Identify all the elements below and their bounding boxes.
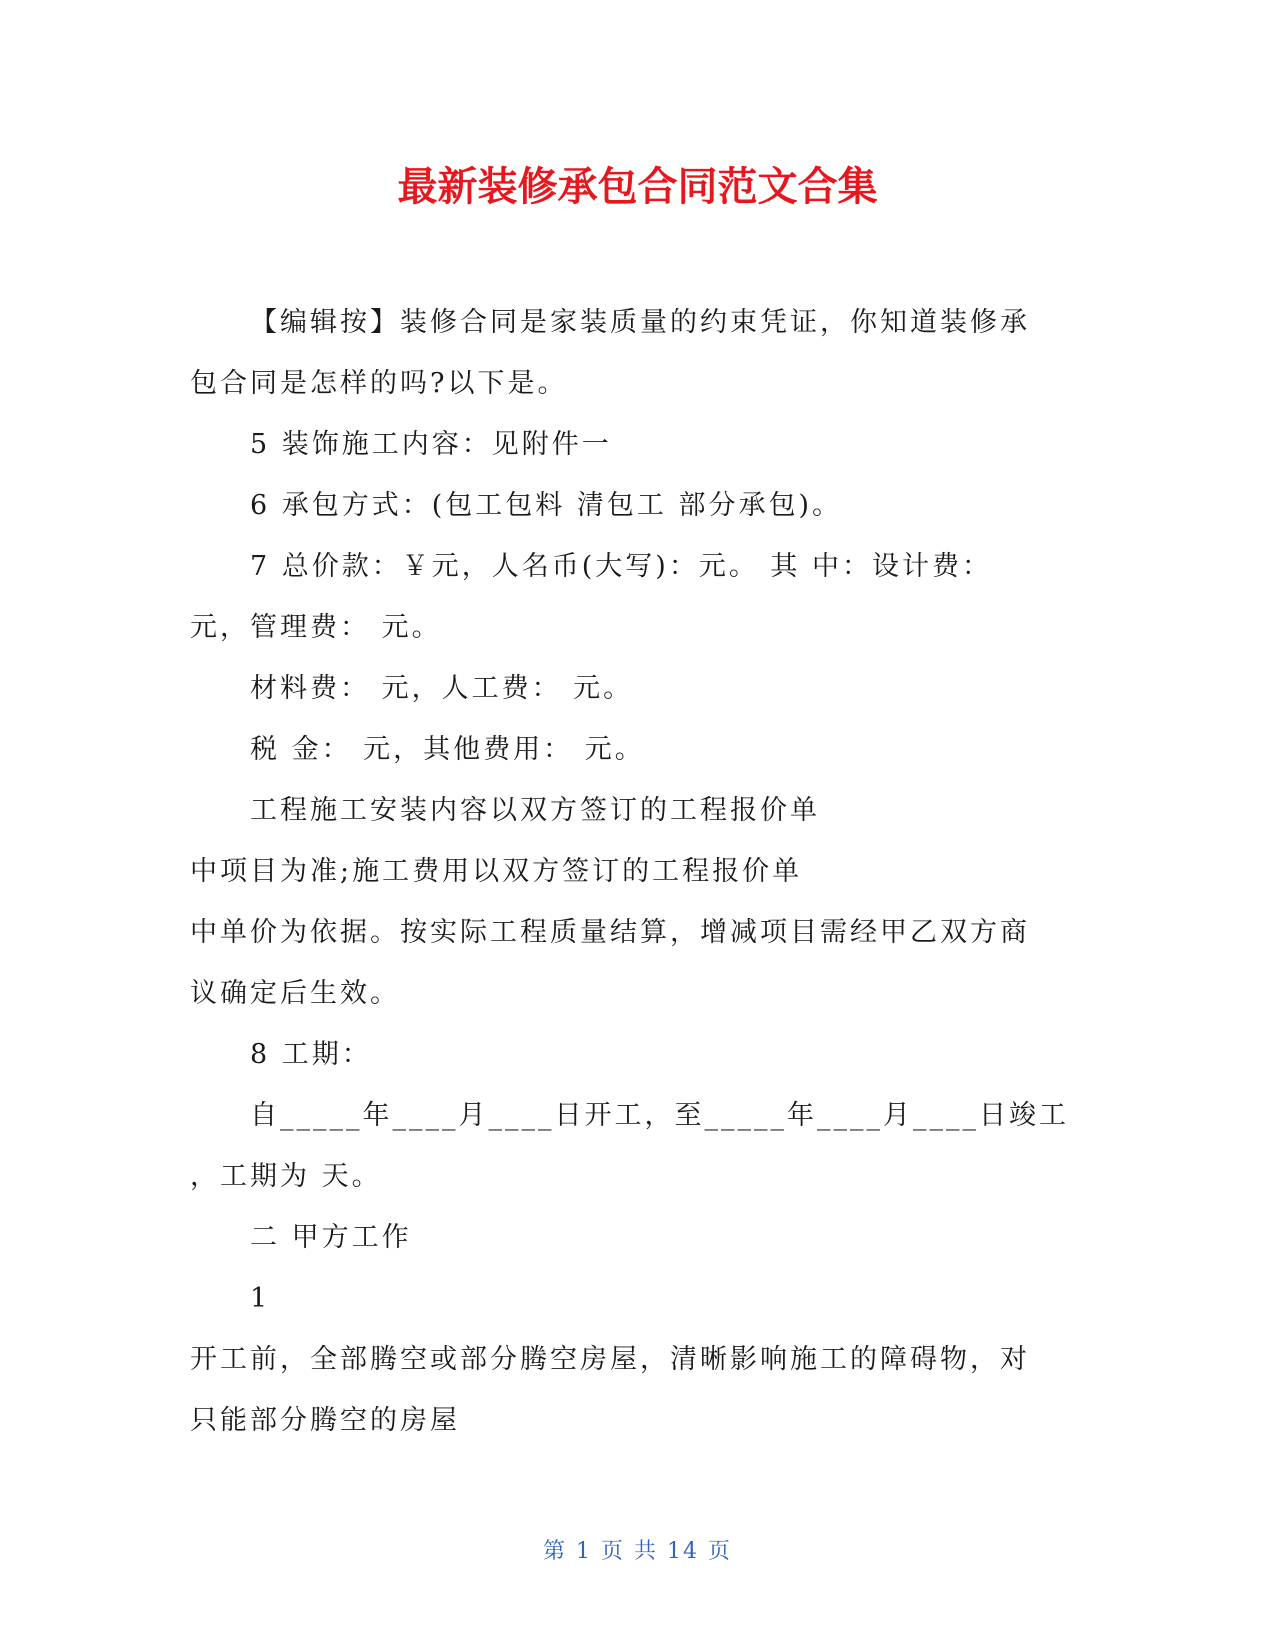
paragraph-line: 元，管理费： 元。	[190, 612, 442, 643]
paragraph-line: 只能部分腾空的房屋	[190, 1405, 460, 1436]
paragraph-line: 【编辑按】装修合同是家装质量的约束凭证，你知道装修承	[250, 307, 1030, 338]
paragraph-line: 材料费： 元，人工费： 元。	[250, 673, 634, 704]
paragraph-line: 中单价为依据。按实际工程质量结算，增减项目需经甲乙双方商	[190, 917, 1030, 948]
paragraph-line: 包合同是怎样的吗?以下是。	[190, 368, 568, 399]
paragraph-line: 议确定后生效。	[190, 978, 400, 1009]
page-number: 第 1 页 共 14 页	[543, 1539, 732, 1564]
paragraph-line: 8 工期：	[250, 1039, 372, 1070]
paragraph-line: 中项目为准;施工费用以双方签订的工程报价单	[190, 856, 803, 887]
document-body	[190, 292, 1069, 1451]
paragraph-line: ，工期为 天。	[190, 1161, 382, 1192]
paragraph-line: 开工前，全部腾空或部分腾空房屋，清晰影响施工的障碍物，对	[190, 1344, 1030, 1375]
paragraph-line: 5 装饰施工内容：见附件一	[250, 429, 612, 460]
paragraph-line: 二 甲方工作	[250, 1222, 412, 1253]
document-title: 最新装修承包合同范文合集	[397, 164, 878, 210]
paragraph-line: 1	[250, 1283, 271, 1314]
paragraph-line: 税 金： 元，其他费用： 元。	[250, 734, 645, 765]
paragraph-line: 7 总价款：￥元，人名币(大写)：元。 其 中：设计费：	[250, 551, 992, 582]
paragraph-line: 自_____年____月____日开工，至_____年____月____日竣工	[250, 1100, 1069, 1131]
paragraph-line: 工程施工安装内容以双方签订的工程报价单	[250, 795, 820, 826]
paragraph-line: 6 承包方式：(包工包料 清包工 部分承包)。	[250, 490, 842, 521]
